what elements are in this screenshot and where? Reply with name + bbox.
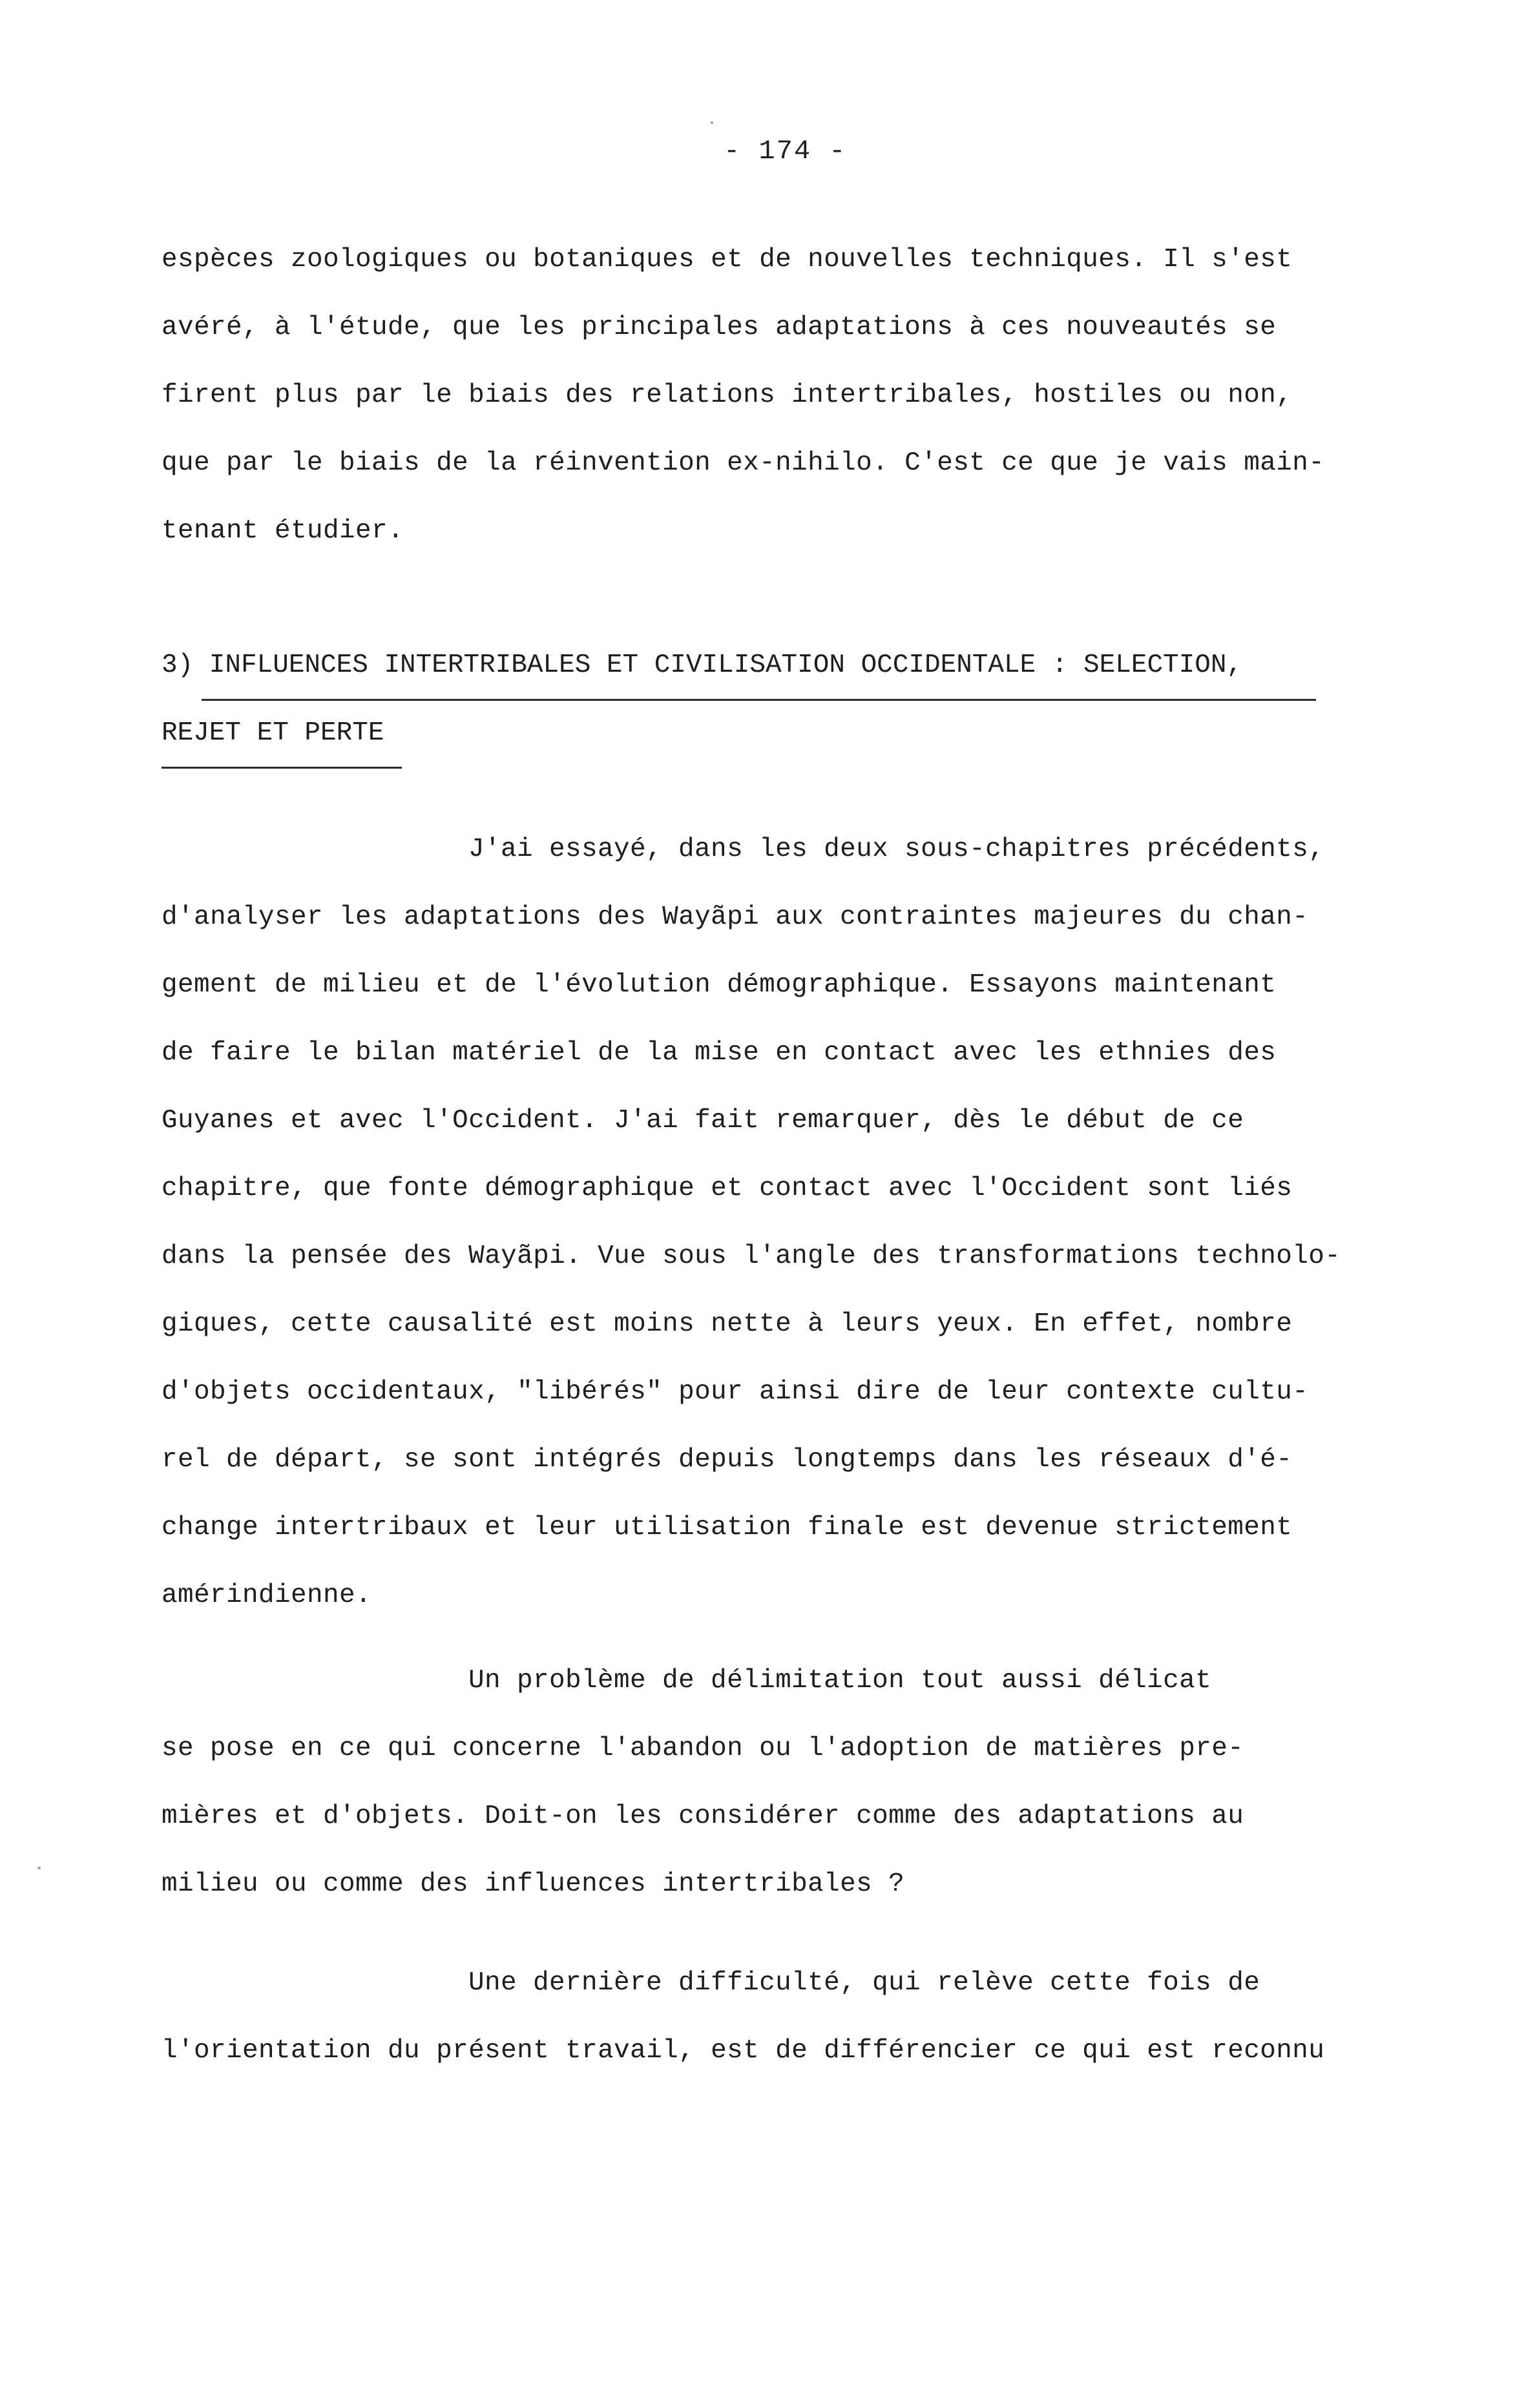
text-line: dans la pensée des Wayãpi. Vue sous l'angle des transformations technolo- <box>162 1241 1341 1271</box>
text-line: avéré, à l'étude, que les principales adaptations à ces nouveautés se <box>162 313 1277 342</box>
text-line: firent plus par le biais des relations intertribales, hostiles ou non, <box>162 380 1293 410</box>
text-line: Un problème de délimitation tout aussi délicat <box>468 1666 1212 1696</box>
text-line: Guyanes et avec l'Occident. J'ai fait remarquer, dès le début de ce <box>162 1106 1244 1136</box>
text-line: tenant étudier. <box>162 516 404 546</box>
heading-line: 3) INFLUENCES INTERTRIBALES ET CIVILISATION OCCIDENTALE : SELECTION, <box>162 650 1243 680</box>
text-line: gement de milieu et de l'évolution démographique. Essayons maintenant <box>162 970 1277 1000</box>
scan-speck <box>711 121 713 124</box>
text-line: que par le biais de la réinvention ex-nihilo. C'est ce que je vais main- <box>162 448 1325 478</box>
text-line: espèces zoologiques ou botaniques et de nouvelles techniques. Il s'est <box>162 245 1293 275</box>
heading-underline <box>202 699 1316 701</box>
scan-speck <box>37 1867 41 1869</box>
text-line: se pose en ce qui concerne l'abandon ou l'adoption de matières pre- <box>162 1734 1244 1763</box>
heading-underline <box>162 767 402 769</box>
text-line: change intertribaux et leur utilisation finale est devenue strictement <box>162 1513 1293 1542</box>
page-number: - 174 - <box>724 136 847 167</box>
text-line: giques, cette causalité est moins nette à leurs yeux. En effet, nombre <box>162 1309 1293 1339</box>
text-line: J'ai essayé, dans les deux sous-chapitres précédents, <box>468 835 1325 864</box>
text-line: Une dernière difficulté, qui relève cette fois de <box>468 1968 1260 1998</box>
text-line: chapitre, que fonte démographique et contact avec l'Occident sont liés <box>162 1174 1293 1203</box>
text-line: rel de départ, se sont intégrés depuis longtemps dans les réseaux d'é- <box>162 1445 1293 1475</box>
text-line: d'analyser les adaptations des Wayãpi aux contraintes majeures du chan- <box>162 902 1309 932</box>
text-line: mières et d'objets. Doit-on les considérer comme des adaptations au <box>162 1801 1244 1831</box>
heading-line: REJET ET PERTE <box>162 718 384 748</box>
text-line: d'objets occidentaux, "libérés" pour ainsi dire de leur contexte cultu- <box>162 1377 1309 1407</box>
text-line: de faire le bilan matériel de la mise en contact avec les ethnies des <box>162 1038 1277 1068</box>
text-line: amérindienne. <box>162 1581 372 1610</box>
text-line: milieu ou comme des influences intertribales ? <box>162 1869 905 1899</box>
text-line: l'orientation du présent travail, est de différencier ce qui est reconnu <box>162 2036 1325 2066</box>
